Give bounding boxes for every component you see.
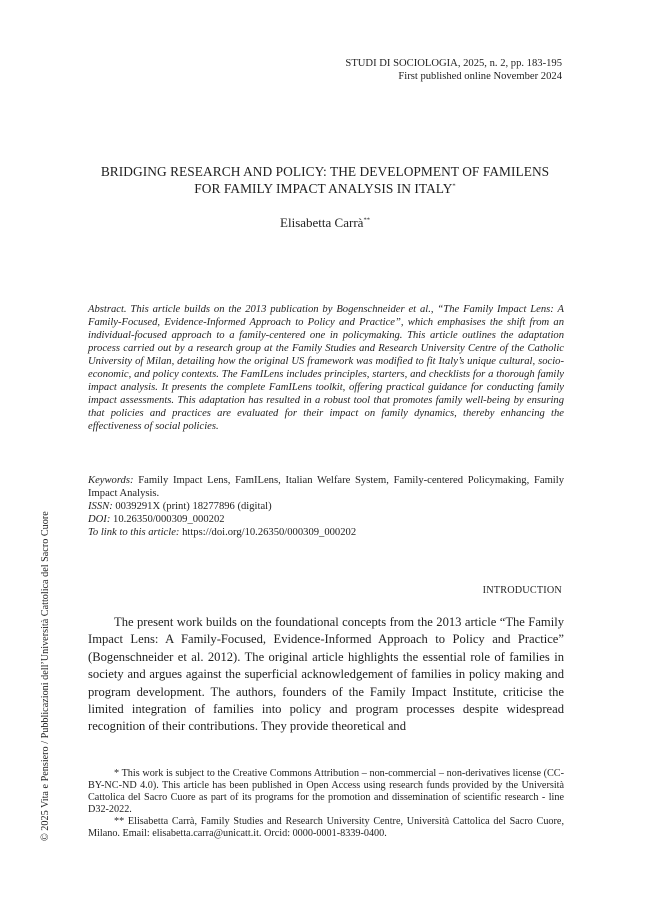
publication-date: First published online November 2024: [398, 71, 562, 82]
author-footnote-mark: **: [363, 216, 370, 224]
journal-citation: STUDI DI SOCIOLOGIA, 2025, n. 2, pp. 183-195: [345, 58, 562, 69]
author-line: [88, 215, 562, 231]
keywords: [88, 474, 564, 500]
article-title: [88, 163, 562, 197]
author-name: Elisabetta Carrà: [280, 215, 364, 230]
link-label: To link to this article:: [88, 527, 180, 538]
title-footnote-mark: *: [452, 182, 456, 190]
issn-value: 0039291X (print) 18277896 (digital): [115, 501, 272, 512]
footnotes: [88, 768, 564, 840]
article-metadata: [88, 474, 564, 539]
article-url[interactable]: https://doi.org/10.26350/000309_000202: [182, 527, 357, 538]
doi-value: 10.26350/000309_000202: [113, 514, 225, 525]
title-line-1: BRIDGING RESEARCH AND POLICY: THE DEVELOPMENT OF FAMILENS: [100, 164, 550, 179]
copyright-sidebar: © 2025 Vita e Pensiero / Pubblicazioni dell’Università Cattolica del Sacro Cuore: [40, 511, 51, 841]
footnote-1: * This work is subject to the Creative Commons Attribution – non-commercial – non-derivatives license (CC-BY-NC-ND 4.0). This article has been published in Open Access using research funds provided by the Università Cattolica del Sacro Cuore as part of its programs for the promotion and dissemination of scientific research - line D32-2022.: [88, 768, 564, 815]
section-heading-introduction: INTRODUCTION: [482, 585, 562, 596]
keywords-value: Family Impact Lens, FamILens, Italian Welfare System, Family-centered Policymaking, Family Impact Analysis.: [88, 475, 564, 499]
issn: [88, 500, 564, 513]
title-line-2: [88, 180, 562, 197]
introduction-paragraph: The present work builds on the foundational concepts from the 2013 article “The Family Impact Lens: A Family-Focused, Evidence-Informed Approach to Policy and Practice” (Bogenschneider et al. 2012). The original article highlights the essential role of families in society and argues against the superficial acknowledgement of families in policy making and program development. The authors, founders of the Family Impact Institute, criticise the limited integration of families into policy and program processes despite widespread recognition of their contributions. They provide theoretical and: [88, 615, 564, 734]
issn-label: ISSN:: [88, 501, 113, 512]
doi-label: DOI:: [88, 514, 111, 525]
abstract: Abstract. This article builds on the 2013 publication by Bogenschneider et al., “The Family Impact Lens: A Family-Focused, Evidence-Informed Approach to Policy and Practice”, which emphasises the shift from an individual-focused approach to a family-centered one in policymaking. This article outlines the adaptation process carried out by a research group at the Family Studies and Research University Centre of the Catholic University of Milan, detailing how the original US framework was modified to fit Italy’s unique cultural, socio-economic, and policy contexts. The FamILens includes principles, starters, and checklists for a thorough family impact analysis. It presents the complete FamILens toolkit, offering practical guidance for conducting family impact assessments. This adaptation has resulted in a robust tool that promotes family well-being by ensuring that policies and practices are evaluated for their impact on family dynamics, thereby enhancing the effectiveness of social policies.: [88, 304, 564, 432]
keywords-label: Keywords:: [88, 475, 134, 486]
article-link: [88, 526, 564, 539]
doi: [88, 513, 564, 526]
journal-header: [345, 57, 562, 83]
footnote-2: ** Elisabetta Carrà, Family Studies and Research University Centre, Università Cattolica del Sacro Cuore, Milano. Email: elisabetta.carra@unicatt.it. Orcid: 0000-0001-8339-0400.: [88, 816, 564, 839]
title-line-2-text: FOR FAMILY IMPACT ANALYSIS IN ITALY: [194, 181, 453, 196]
